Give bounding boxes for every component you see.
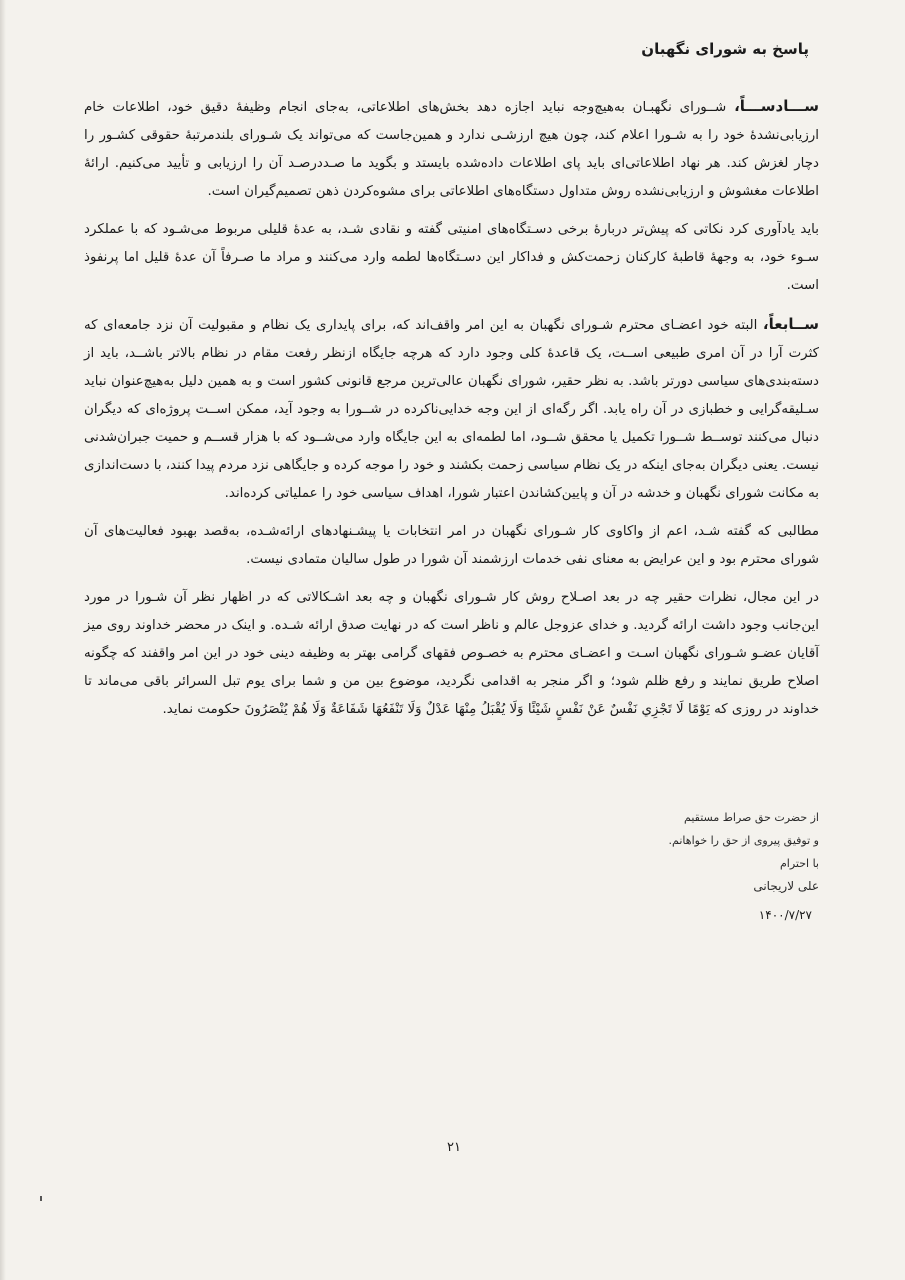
paragraph-text: شــورای نگهبـان به‌هیچ‌وجه نباید اجازه دهد بخش‌های اطلاعاتی، به‌جای انجام وظیفهٔ دقیق خود، اطلاعات خام ارزیابی‌نشدهٔ خود را به شـورا اعلام کند، چون هیچ ارزشـی ندارد و همین‌جاست که می‌تواند یک شـورای بلندمرتبهٔ حقوقی کشـور را دچار لغزش کند. هر نهاد اطلاعاتی‌ای باید پای اطلاعات داده‌شده بایستد و بگوید ما صـددرصـد آن را ارزیابی و تأیید می‌کنیم. ارائهٔ اطلاعات مغشوش و ارزیابی‌نشده روش متداول دستگاه‌های اطلاعاتی برای مشوه‌کردن ذهن تصمیم‌گیران است.	[84, 100, 819, 199]
signatory-name: علی لاریجانی	[753, 879, 819, 893]
paragraph-text: البته خود اعضـای محترم شـورای نگهبان به این امر واقف‌اند که، برای پایداری یک نظام و مقبولیت آن نزد جامعه‌ای که کثرت آرا در آن امری طبیعی اســت، یک قاعدهٔ کلی وجود دارد که هرچه جایگاه ازنظر رفعت مقام در نظام بالاتر باشــد، باید از دسته‌بندی‌های سیاسی دورتر باشد. به نظر حقیر، شورای نگهبان عالی‌ترین مرجع قانونی کشور است و به همین دلیل به‌هیچ‌عنوان نباید سـلیقه‌گرایی و خطبازی در آن راه یابد. اگر رگه‌ای از این وجه خدایی‌ناکرده در شــورا به وجود آید، ممکن اســت پروژه‌ای که دیگران دنبال می‌کنند توســط شــورا تکمیل یا محقق شــود، اما لطمه‌ای به این جایگاه وارد می‌شــود که با هزار قســم و حمیت جبران‌شدنی نیست. یعنی دیگران به‌جای اینکه در یک نظام سیاسی زحمت بکشند و خود را موجه کرده و جایگاهی نزد مردم پیدا کنند، با دست‌اندازی به مکانت شورای نگهبان و خدشه در آن و پایین‌کشاندن اعتبار شورا، اهداف سیاسی خود را عملیاتی کرده‌اند.	[84, 318, 819, 501]
paragraph-text: مطالبی که گفته شـد، اعم از واکاوی کار شـورای نگهبان در امر انتخابات یا پیشـنهادهای ارائه‌شـده، به‌قصد بهبود فعالیت‌های آن شورای محترم بود و این عرایض به معنای نفی خدمات ارزشمند آن شورا در طول سالیان متمادی نیست.	[84, 524, 819, 567]
scan-edge	[0, 0, 6, 1280]
paragraph-sixth	[84, 92, 819, 206]
signature-line-2: و توفیق پیروی از حق را خواهانم.	[668, 834, 819, 847]
scan-speck	[40, 1196, 42, 1201]
page-header-title: پاسخ به شورای نگهبان	[641, 40, 809, 58]
paragraph-text: باید یادآوری کرد نکاتی که پیش‌تر دربارهٔ برخی دسـتگاه‌های امنیتی گفته و نقادی شـد، به عدهٔ قلیلی مربوط می‌شـود که با عملکرد سـوء خود، به وجههٔ قاطبهٔ کارکنان زحمت‌کش و فداکار این دسـتگاه‌ها لطمه وارد می‌کنند و مراد ما صـرفاً آن عدهٔ قلیل اما پرنفوذ است.	[84, 222, 819, 293]
signature-line-1: از حضرت حق صراط مستقیم	[684, 811, 819, 824]
signature-block	[519, 806, 819, 898]
page-number: ۲۱	[447, 1140, 461, 1155]
paragraph-text: در این مجال، نظرات حقیر چه در بعد اصـلاح روش کار شـورای نگهبان و چه بعد اشـکالاتی که در اظهار نظر آن شـورا در مورد این‌جانب وجود داشت ارائه گردید. و خدای عزوجل عالم و ناظر است که در نهایت صدق ارائه شـده. و اینک در محضر خداوند روی میز آقایان عضـو شـورای نگهبان اسـت و اعضـای محترم به خصـوص فقهای گرامی بهتر به وظیفه دینی خود در این امر واقفند که چگونه اصلاح طریق نمایند و رفع ظلم شود؛ و اگر منجر به اقدامی نگردید، موضوع بین من و شما برای یوم تبل السرائر باقی می‌ماند تا خداوند در روزی که یَوْمًا لَا تَجْزِي نَفْسٌ عَنْ نَفْسٍ شَيْئًا وَلَا يُقْبَلُ مِنْهَا عَدْلٌ وَلَا تَنْفَعُهَا شَفَاعَةٌ وَلَا هُمْ يُنْصَرُونَ حکومت نماید.	[84, 590, 819, 717]
paragraph-conclusion	[84, 584, 819, 724]
letter-date: ۱۴۰۰/۷/۲۷	[758, 908, 812, 922]
paragraph-summary	[84, 518, 819, 574]
paragraph-seventh	[84, 310, 819, 508]
letter-body	[84, 92, 819, 734]
paragraph-lead: ســـادســـاً،	[734, 97, 819, 115]
paragraph-lead: ســابعاً،	[762, 315, 819, 333]
signature-closing: با احترام	[779, 857, 819, 870]
paragraph-reminder	[84, 216, 819, 300]
